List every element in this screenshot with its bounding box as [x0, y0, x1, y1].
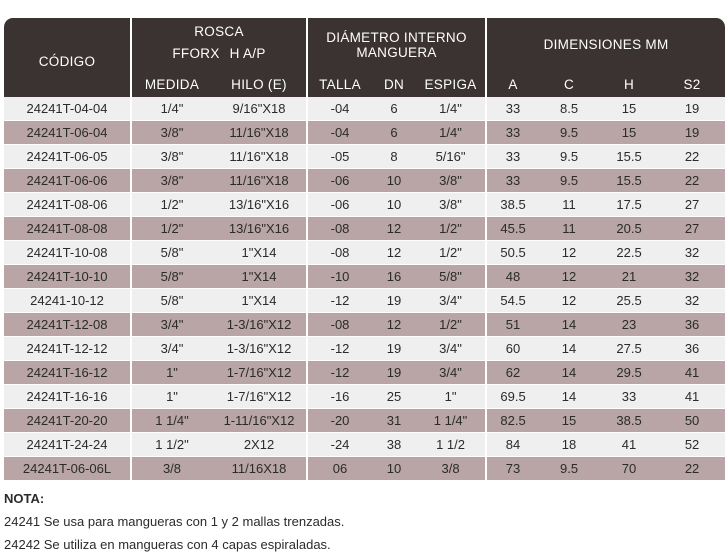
cell-codigo: 24241T-20-20 [4, 409, 132, 433]
cell-a: 38.5 [487, 193, 539, 217]
cell-s2: 19 [659, 121, 725, 145]
cell-hilo: 13/16"X16 [212, 193, 308, 217]
cell-a: 62 [487, 361, 539, 385]
cell-h: 27.5 [599, 337, 659, 361]
cell-talla: -04 [308, 121, 372, 145]
cell-a: 51 [487, 313, 539, 337]
table-row [4, 433, 725, 457]
cell-talla: -08 [308, 217, 372, 241]
cell-c: 12 [539, 241, 599, 265]
cell-talla: 06 [308, 457, 372, 481]
cell-espiga: 1 1/4" [416, 409, 487, 433]
cell-dn: 19 [372, 361, 416, 385]
cell-hilo: 1-7/16"X12 [212, 385, 308, 409]
spec-table [4, 18, 725, 481]
cell-s2: 52 [659, 433, 725, 457]
cell-medida: 3/8" [132, 121, 212, 145]
cell-c: 15 [539, 409, 599, 433]
cell-h: 25.5 [599, 289, 659, 313]
cell-hilo: 11/16"X18 [212, 145, 308, 169]
cell-hilo: 1-3/16"X12 [212, 313, 308, 337]
cell-dn: 10 [372, 457, 416, 481]
header-codigo: CÓDIGO [4, 18, 132, 97]
cell-espiga: 1/2" [416, 313, 487, 337]
cell-talla: -05 [308, 145, 372, 169]
cell-talla: -04 [308, 97, 372, 121]
cell-dn: 10 [372, 193, 416, 217]
cell-dn: 12 [372, 313, 416, 337]
table-row [4, 337, 725, 361]
nota-section [4, 487, 344, 556]
cell-hilo: 11/16"X18 [212, 169, 308, 193]
cell-espiga: 3/8" [416, 193, 487, 217]
cell-s2: 22 [659, 145, 725, 169]
cell-h: 23 [599, 313, 659, 337]
cell-talla: -12 [308, 361, 372, 385]
cell-talla: -06 [308, 193, 372, 217]
cell-hilo: 9/16"X18 [212, 97, 308, 121]
cell-medida: 1/4" [132, 97, 212, 121]
cell-dn: 6 [372, 121, 416, 145]
cell-talla: -08 [308, 241, 372, 265]
cell-c: 11 [539, 193, 599, 217]
cell-hilo: 13/16"X16 [212, 217, 308, 241]
header-diametro-group [308, 18, 487, 73]
cell-a: 54.5 [487, 289, 539, 313]
cell-a: 33 [487, 121, 539, 145]
cell-dn: 8 [372, 145, 416, 169]
cell-medida: 1" [132, 385, 212, 409]
cell-s2: 36 [659, 313, 725, 337]
table-row [4, 241, 725, 265]
table-row [4, 145, 725, 169]
cell-hilo: 11/16"X18 [212, 121, 308, 145]
cell-s2: 32 [659, 241, 725, 265]
cell-medida: 5/8" [132, 289, 212, 313]
cell-dn: 16 [372, 265, 416, 289]
cell-codigo: 24241T-10-08 [4, 241, 132, 265]
table-row [4, 193, 725, 217]
cell-codigo: 24241T-08-06 [4, 193, 132, 217]
table-row [4, 409, 725, 433]
cell-h: 15 [599, 121, 659, 145]
cell-s2: 22 [659, 457, 725, 481]
header-col-espiga: ESPIGA [416, 73, 487, 97]
cell-codigo: 24241T-16-12 [4, 361, 132, 385]
cell-dn: 19 [372, 289, 416, 313]
cell-espiga: 5/16" [416, 145, 487, 169]
cell-h: 38.5 [599, 409, 659, 433]
cell-talla: -06 [308, 169, 372, 193]
cell-a: 33 [487, 145, 539, 169]
cell-espiga: 1" [416, 385, 487, 409]
cell-medida: 3/8 [132, 457, 212, 481]
cell-espiga: 3/8 [416, 457, 487, 481]
cell-a: 84 [487, 433, 539, 457]
cell-medida: 1 1/4" [132, 409, 212, 433]
cell-espiga: 3/8" [416, 169, 487, 193]
cell-hilo: 1"X14 [212, 289, 308, 313]
cell-c: 9.5 [539, 145, 599, 169]
cell-s2: 19 [659, 97, 725, 121]
cell-c: 14 [539, 361, 599, 385]
cell-espiga: 3/4" [416, 361, 487, 385]
cell-dn: 19 [372, 337, 416, 361]
cell-c: 14 [539, 337, 599, 361]
cell-h: 41 [599, 433, 659, 457]
header-col-talla: TALLA [308, 73, 372, 97]
cell-hilo: 11/16X18 [212, 457, 308, 481]
table-row [4, 169, 725, 193]
header-col-hilo: HILO (E) [212, 73, 308, 97]
cell-espiga: 1/4" [416, 97, 487, 121]
cell-a: 73 [487, 457, 539, 481]
cell-hilo: 1"X14 [212, 241, 308, 265]
cell-h: 70 [599, 457, 659, 481]
cell-medida: 1" [132, 361, 212, 385]
cell-h: 33 [599, 385, 659, 409]
cell-hilo: 2X12 [212, 433, 308, 457]
cell-medida: 1 1/2" [132, 433, 212, 457]
cell-c: 14 [539, 313, 599, 337]
cell-medida: 5/8" [132, 241, 212, 265]
cell-codigo: 24241T-06-04 [4, 121, 132, 145]
table-row [4, 121, 725, 145]
header-fforx: FFORX [172, 46, 220, 61]
cell-espiga: 1 1/2 [416, 433, 487, 457]
cell-h: 15.5 [599, 145, 659, 169]
table-header [4, 18, 725, 97]
cell-talla: -10 [308, 265, 372, 289]
cell-medida: 1/2" [132, 193, 212, 217]
cell-medida: 3/8" [132, 169, 212, 193]
cell-talla: -12 [308, 289, 372, 313]
cell-s2: 41 [659, 385, 725, 409]
cell-s2: 32 [659, 265, 725, 289]
cell-espiga: 3/4" [416, 337, 487, 361]
cell-dn: 31 [372, 409, 416, 433]
cell-hilo: 1-3/16"X12 [212, 337, 308, 361]
cell-talla: -08 [308, 313, 372, 337]
table-row [4, 457, 725, 481]
cell-medida: 3/4" [132, 337, 212, 361]
cell-h: 15 [599, 97, 659, 121]
header-col-medida: MEDIDA [132, 73, 212, 97]
cell-espiga: 1/4" [416, 121, 487, 145]
cell-hilo: 1-7/16"X12 [212, 361, 308, 385]
cell-hilo: 1"X14 [212, 265, 308, 289]
table-row [4, 217, 725, 241]
header-col-s2: S2 [659, 73, 725, 97]
nota-title: NOTA: [4, 491, 45, 506]
cell-codigo: 24241T-12-08 [4, 313, 132, 337]
cell-c: 9.5 [539, 169, 599, 193]
cell-codigo: 24241T-06-06 [4, 169, 132, 193]
cell-s2: 32 [659, 289, 725, 313]
cell-c: 9.5 [539, 121, 599, 145]
cell-codigo: 24241T-06-05 [4, 145, 132, 169]
cell-s2: 50 [659, 409, 725, 433]
cell-s2: 22 [659, 169, 725, 193]
cell-c: 12 [539, 265, 599, 289]
cell-espiga: 5/8" [416, 265, 487, 289]
cell-a: 33 [487, 97, 539, 121]
header-col-dn: DN [372, 73, 416, 97]
table-row [4, 265, 725, 289]
cell-espiga: 1/2" [416, 217, 487, 241]
cell-s2: 36 [659, 337, 725, 361]
header-diametro-line2: MANGUERA [356, 44, 437, 60]
cell-codigo: 24241T-16-16 [4, 385, 132, 409]
cell-medida: 1/2" [132, 217, 212, 241]
nota-line: 24241 Se usa para mangueras con 1 y 2 mallas trenzadas. [4, 514, 345, 529]
cell-talla: -12 [308, 337, 372, 361]
cell-codigo: 24241T-06-06L [4, 457, 132, 481]
cell-medida: 3/4" [132, 313, 212, 337]
cell-s2: 27 [659, 193, 725, 217]
cell-c: 12 [539, 289, 599, 313]
header-hap: H A/P [229, 46, 266, 61]
cell-codigo: 24241T-04-04 [4, 97, 132, 121]
cell-h: 21 [599, 265, 659, 289]
cell-a: 45.5 [487, 217, 539, 241]
cell-h: 15.5 [599, 169, 659, 193]
cell-c: 14 [539, 385, 599, 409]
cell-talla: -20 [308, 409, 372, 433]
header-dimensiones: DIMENSIONES MM [487, 18, 725, 73]
cell-h: 17.5 [599, 193, 659, 217]
cell-c: 8.5 [539, 97, 599, 121]
table-row [4, 289, 725, 313]
table-row [4, 313, 725, 337]
header-col-h: H [599, 73, 659, 97]
cell-codigo: 24241T-10-10 [4, 265, 132, 289]
cell-a: 48 [487, 265, 539, 289]
cell-medida: 5/8" [132, 265, 212, 289]
cell-a: 60 [487, 337, 539, 361]
table-row [4, 97, 725, 121]
header-diametro-line1: DIÁMETRO INTERNO [326, 29, 467, 45]
cell-h: 29.5 [599, 361, 659, 385]
cell-c: 18 [539, 433, 599, 457]
cell-codigo: 24241-10-12 [4, 289, 132, 313]
cell-talla: -16 [308, 385, 372, 409]
table-row [4, 361, 725, 385]
cell-a: 82.5 [487, 409, 539, 433]
cell-dn: 6 [372, 97, 416, 121]
cell-codigo: 24241T-08-08 [4, 217, 132, 241]
cell-dn: 38 [372, 433, 416, 457]
cell-h: 20.5 [599, 217, 659, 241]
cell-c: 9.5 [539, 457, 599, 481]
cell-espiga: 1/2" [416, 241, 487, 265]
cell-s2: 27 [659, 217, 725, 241]
header-col-c: C [539, 73, 599, 97]
cell-h: 22.5 [599, 241, 659, 265]
table-body [4, 97, 725, 481]
cell-codigo: 24241T-12-12 [4, 337, 132, 361]
cell-codigo: 24241T-24-24 [4, 433, 132, 457]
cell-dn: 12 [372, 217, 416, 241]
table-row [4, 385, 725, 409]
cell-espiga: 3/4" [416, 289, 487, 313]
cell-talla: -24 [308, 433, 372, 457]
cell-medida: 3/8" [132, 145, 212, 169]
cell-dn: 12 [372, 241, 416, 265]
header-rosca: ROSCA [194, 24, 244, 39]
header-rosca-group [132, 18, 308, 73]
cell-dn: 10 [372, 169, 416, 193]
cell-a: 33 [487, 169, 539, 193]
cell-c: 11 [539, 217, 599, 241]
nota-line: 24242 Se utiliza en mangueras con 4 capas espiraladas. [4, 537, 331, 552]
cell-a: 50.5 [487, 241, 539, 265]
cell-hilo: 1-11/16"X12 [212, 409, 308, 433]
cell-dn: 25 [372, 385, 416, 409]
header-col-a: A [487, 73, 539, 97]
cell-s2: 41 [659, 361, 725, 385]
cell-a: 69.5 [487, 385, 539, 409]
